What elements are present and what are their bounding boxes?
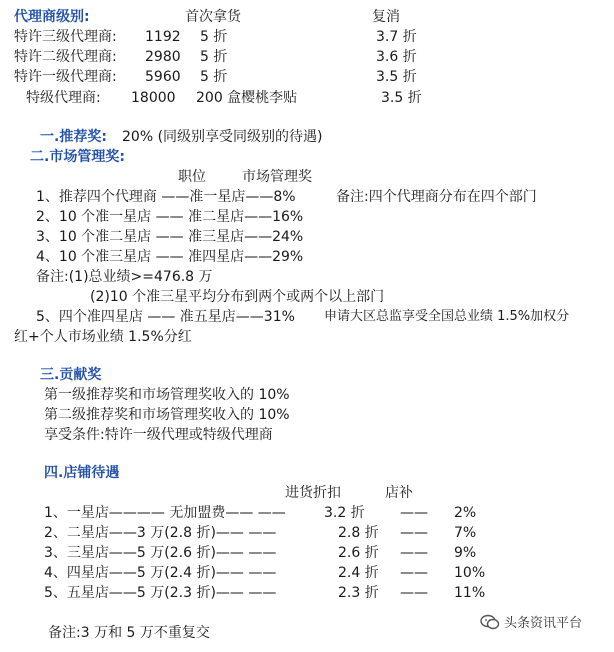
market-rule: 4、10 个准三星店 —— 准四星店——29% xyxy=(36,249,304,265)
store-row-label: 3、三星店——5 万(2.6 折)—— —— xyxy=(44,545,277,561)
market-rule: 3、10 个准二星店 —— 准三星店——24% xyxy=(36,229,304,245)
store-row-label: 1、一星店———— 无加盟费—— —— xyxy=(44,505,286,521)
level-discount: 5 折 xyxy=(200,29,228,45)
store-row-dash: —— xyxy=(400,505,428,521)
store-row-subsidy: 10% xyxy=(454,565,486,581)
store-row-label: 2、二星店——3 万(2.8 折)—— —— xyxy=(44,525,277,541)
contribution-line: 享受条件:特许一级代理或特级代理商 xyxy=(44,427,273,443)
store-row-label: 4、四星店——5 万(2.4 折)—— —— xyxy=(44,565,277,581)
level-discount: 200 盒樱桃李贴 xyxy=(196,90,298,106)
referral-bonus-heading: 一.推荐奖: xyxy=(40,129,107,145)
col-purchase-discount: 进货折扣 xyxy=(285,485,341,501)
level-amount: 18000 xyxy=(131,90,176,106)
col-position: 职位 xyxy=(178,169,206,185)
level-repeat: 3.5 折 xyxy=(381,90,422,106)
store-note: 备注:3 万和 5 万不重复交 xyxy=(48,625,210,641)
store-row-dash: —— xyxy=(400,565,428,581)
contribution-line: 第一级推荐奖和市场管理奖收入的 10% xyxy=(44,387,290,403)
market-bonus-heading: 二.市场管理奖: xyxy=(30,149,125,165)
watermark-text: 头条资讯平台 xyxy=(504,616,583,631)
referral-bonus-text: 20% (同级别享受同级别的待遇) xyxy=(122,129,323,145)
col-repeat-purchase: 复消 xyxy=(372,9,400,25)
market-note: (2)10 个准三星平均分布到两个或两个以上部门 xyxy=(90,289,385,305)
store-benefits-heading: 四.店铺待遇 xyxy=(44,465,120,481)
level-repeat: 3.6 折 xyxy=(376,49,417,65)
store-row-subsidy: 11% xyxy=(454,585,486,601)
level-amount: 1192 xyxy=(145,29,181,45)
market-note: 备注:(1)总业绩>=476.8 万 xyxy=(36,269,213,285)
store-row-discount: 2.3 折 xyxy=(338,585,379,601)
market-rule-note: 申请大区总监享受全国总业绩 1.5%加权分 xyxy=(324,309,570,324)
market-rule: 1、推荐四个代理商 ——准一星店——8% xyxy=(36,189,296,205)
store-row-dash: —— xyxy=(400,525,428,541)
watermark xyxy=(480,612,582,631)
store-row-subsidy: 7% xyxy=(454,525,477,541)
level-repeat: 3.7 折 xyxy=(376,29,417,45)
contribution-line: 第二级推荐奖和市场管理奖收入的 10% xyxy=(44,407,290,423)
level-amount: 2980 xyxy=(145,49,181,65)
levels-heading: 代理商级别: xyxy=(14,9,90,25)
market-rule: 5、四个准四星店 —— 准五星店——31% xyxy=(36,309,295,325)
col-first-purchase: 首次拿货 xyxy=(185,9,241,25)
level-discount: 5 折 xyxy=(200,49,228,65)
level-name: 特许三级代理商: xyxy=(14,29,117,45)
store-row-subsidy: 9% xyxy=(454,545,477,561)
level-amount: 5960 xyxy=(145,69,181,85)
store-row-dash: —— xyxy=(400,585,428,601)
store-row-label: 5、五星店——5 万(2.3 折)—— —— xyxy=(44,585,277,601)
col-market-bonus: 市场管理奖 xyxy=(242,169,312,185)
level-discount: 5 折 xyxy=(200,69,228,85)
col-store-subsidy: 店补 xyxy=(385,485,413,501)
store-row-discount: 2.6 折 xyxy=(338,545,379,561)
store-row-discount: 2.4 折 xyxy=(338,565,379,581)
store-row-discount: 2.8 折 xyxy=(338,525,379,541)
level-name: 特许一级代理商: xyxy=(14,69,117,85)
contribution-bonus-heading: 三.贡献奖 xyxy=(40,367,102,383)
level-name: 特许二级代理商: xyxy=(14,49,117,65)
store-row-dash: —— xyxy=(400,545,428,561)
market-rule-continuation: 红+个人市场业绩 1.5%分红 xyxy=(14,329,192,345)
level-repeat: 3.5 折 xyxy=(376,69,417,85)
platform-logo-icon xyxy=(480,613,500,631)
market-rule: 2、10 个准一星店 —— 准二星店——16% xyxy=(36,209,304,225)
store-row-subsidy: 2% xyxy=(454,505,477,521)
level-name: 特级代理商: xyxy=(26,90,101,106)
store-row-discount: 3.2 折 xyxy=(324,505,365,521)
market-rule-note: 备注:四个代理商分布在四个部门 xyxy=(336,189,537,205)
